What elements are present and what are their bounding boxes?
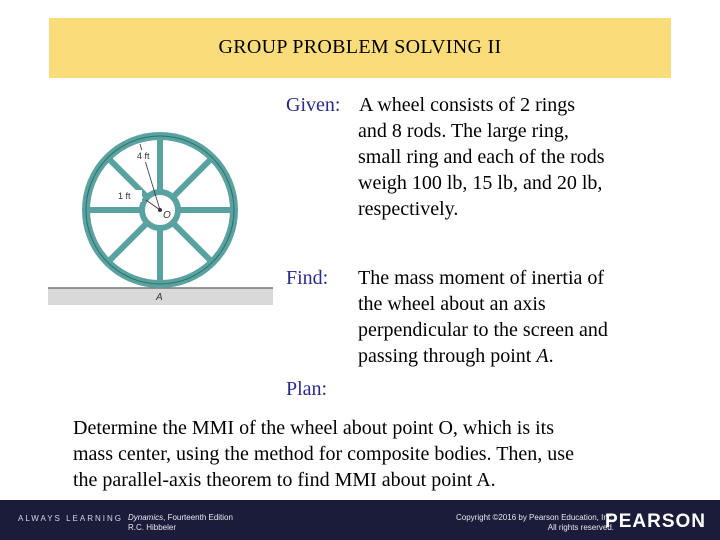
find-line-4-end: . [548, 345, 554, 367]
given-line-2: and 8 rods. The large ring, [358, 120, 569, 142]
find-line-2: the wheel about an axis [358, 293, 546, 315]
pearson-logo: PEARSON [605, 511, 706, 532]
find-line-4 [358, 343, 673, 369]
given-label: Given: [286, 94, 341, 116]
point-a-label: A [156, 292, 163, 303]
slide-title: GROUP PROBLEM SOLVING II [218, 36, 502, 58]
small-radius-label: 1 ft [118, 191, 131, 201]
plan-line-1: Determine the MMI of the wheel about point O, which is its [73, 417, 555, 439]
rights-text: All rights reserved. [547, 523, 614, 532]
book-info [128, 513, 233, 533]
plan-line-2: mass center, using the method for composite bodies. Then, use [73, 443, 574, 465]
find-line-3: perpendicular to the screen and [358, 319, 608, 341]
wheel-figure [48, 130, 273, 305]
book-edition: , Fourteenth Edition [163, 513, 233, 522]
copyright [456, 513, 614, 533]
always-learning-text: ALWAYS LEARNING [18, 514, 123, 523]
plan-label: Plan: [286, 378, 328, 400]
find-line-4-text: passing through point [358, 345, 537, 367]
center-label: O [163, 210, 171, 221]
given-line-5: respectively. [358, 198, 459, 220]
plan-line-3: the parallel-axis theorem to find MMI about point A. [73, 469, 496, 491]
find-point-a: A [536, 345, 549, 367]
center-point [158, 208, 162, 212]
footer [0, 500, 720, 540]
given-line-4: weigh 100 lb, 15 lb, and 20 lb, [358, 172, 603, 194]
large-radius-label: 4 ft [137, 151, 150, 161]
copyright-text: Copyright ©2016 by Pearson Education, Inc. [456, 513, 614, 522]
find-line-1: The mass moment of inertia of [358, 267, 605, 289]
title-bar [49, 18, 671, 78]
book-title: Dynamics [128, 513, 164, 522]
book-author: R.C. Hibbeler [128, 523, 177, 532]
given-line-1: A wheel consists of 2 rings [359, 94, 576, 116]
find-label: Find: [286, 267, 329, 289]
given-line-3: small ring and each of the rods [358, 146, 605, 168]
